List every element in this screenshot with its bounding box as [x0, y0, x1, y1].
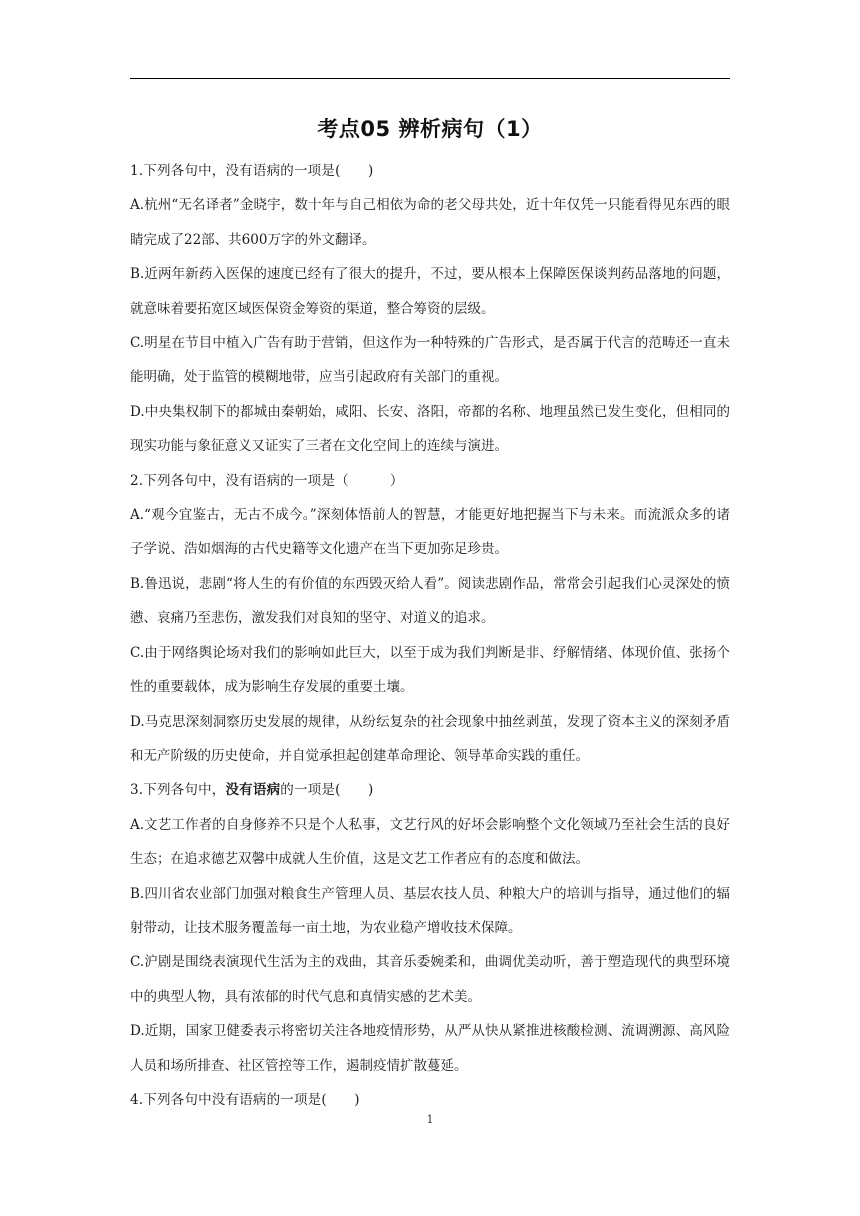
- question-3: [130, 773, 730, 1083]
- option-b: B.近两年新药入医保的速度已经有了很大的提升，不过，要从根本上保障医保谈判药品落地的问题，就意味着要拓宽区域医保资金筹资的渠道，整合筹资的层级。: [130, 266, 730, 317]
- page-title: 考点05 辨析病句（1）: [317, 117, 543, 141]
- option-a: A.杭州“无名译者”金晓宇，数十年与自己相依为命的老父母共处，近十年仅凭一只能看得见东西的眼睛完成了22部、共600万字的外文翻译。: [130, 197, 730, 248]
- question-1: [130, 154, 730, 464]
- question-stem: [130, 773, 730, 807]
- option-d: D.马克思深刻洞察历史发展的规律，从纷纭复杂的社会现象中抽丝剥茧，发现了资本主义的深刻矛盾和无产阶级的历史使命，并自觉承担起创建革命理论、领导革命实践的重任。: [130, 713, 730, 764]
- stem-prefix: 3.下列各句中，: [130, 782, 226, 799]
- question-stem: 1.下列各句中，没有语病的一项是( ): [130, 163, 374, 179]
- question-stem: 4.下列各句中没有语病的一项是( ): [130, 1091, 360, 1108]
- page-number: 1: [426, 1113, 434, 1126]
- question-2: [130, 464, 730, 774]
- option-b: B.鲁迅说，悲剧“将人生的有价值的东西毁灭给人看”。阅读悲剧作品，常常会引起我们心灵深处的愤懑、哀痛乃至悲伤，激发我们对良知的坚守、对道义的追求。: [130, 575, 730, 627]
- header-rule: [130, 78, 730, 79]
- option-c: C.由于网络舆论场对我们的影响如此巨大，以至于成为我们判断是非、纾解情绪、体现价值、张扬个性的重要载体，成为影响生存发展的重要土壤。: [130, 644, 730, 696]
- question-stem: 2.下列各句中，没有语病的一项是（ ）: [130, 472, 404, 489]
- option-d: D.中央集权制下的都城由秦朝始，咸阳、长安、洛阳，帝都的名称、地理虽然已发生变化，但相同的现实功能与象征意义又证实了三者在文化空间上的连续与演进。: [130, 403, 730, 455]
- option-a: A.“观今宜鉴古，无古不成今。”深刻体悟前人的智慧，才能更好地把握当下与未来。而流派众多的诸子学说、浩如烟海的古代史籍等文化遗产在当下更加弥足珍贵。: [130, 507, 730, 558]
- option-c: C.明星在节目中植入广告有助于营销，但这作为一种特殊的广告形式，是否属于代言的范畴还一直未能明确，处于监管的模糊地带，应当引起政府有关部门的重视。: [130, 335, 730, 386]
- stem-suffix: 的一项是( ): [280, 782, 374, 799]
- option-c: C.沪剧是围绕表演现代生活为主的戏曲，其音乐委婉柔和，曲调优美动听，善于塑造现代的典型环境中的典型人物，具有浓郁的时代气息和真情实感的艺术美。: [130, 954, 730, 1005]
- stem-emphasis: 没有语病: [225, 782, 281, 799]
- question-list: [130, 154, 730, 1117]
- option-b: B.四川省农业部门加强对粮食生产管理人员、基层农技人员、种粮大户的培训与指导，通过他们的辐射带动，让技术服务覆盖每一亩土地，为农业稳产增收技术保障。: [130, 885, 730, 936]
- option-d: D.近期，国家卫健委表示将密切关注各地疫情形势，从严从快从紧推进核酸检测、流调溯源、高风险人员和场所排查、社区管控等工作，遏制疫情扩散蔓延。: [130, 1023, 730, 1074]
- option-a: A.文艺工作者的自身修养不只是个人私事，文艺行风的好坏会影响整个文化领域乃至社会生活的良好生态；在追求德艺双馨中成就人生价值，这是文艺工作者应有的态度和做法。: [130, 816, 730, 868]
